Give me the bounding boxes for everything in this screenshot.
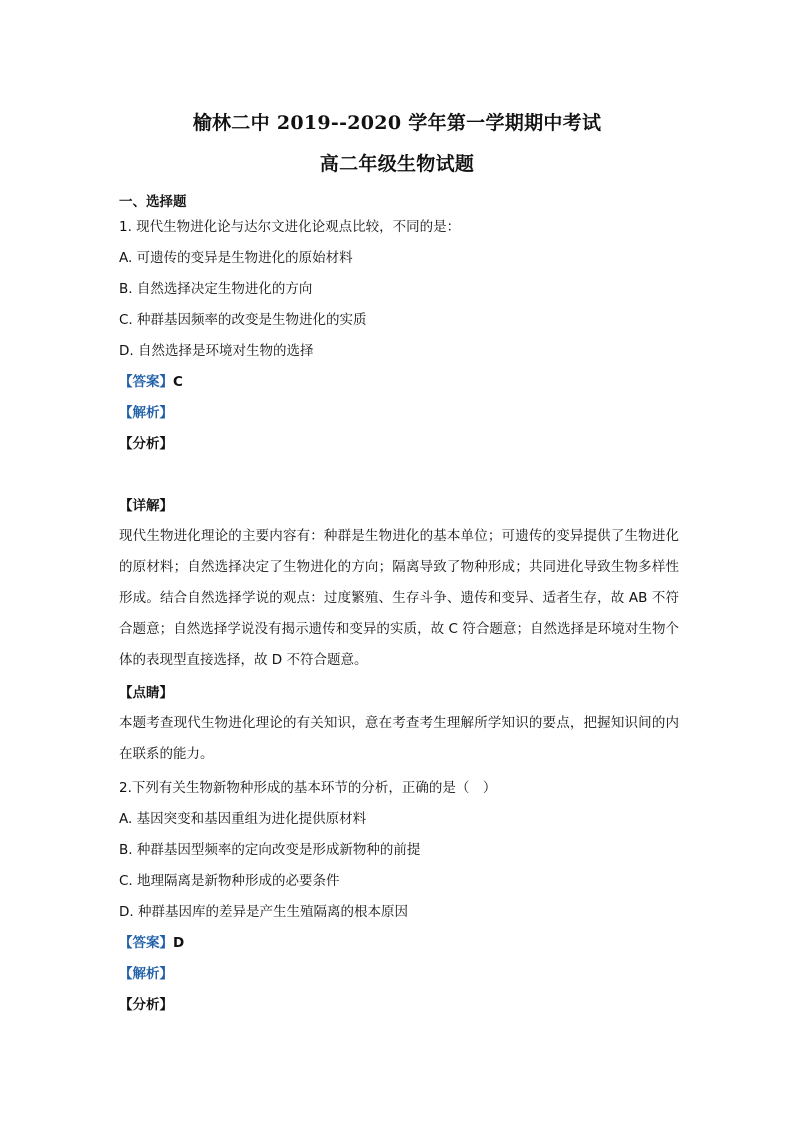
question-2-fenxi-label: [119, 996, 173, 1014]
question-1-option-a: A. 可遗传的变异是生物进化的原始材料: [119, 250, 353, 266]
question-1-answer: [119, 373, 183, 391]
question-1-option-b: B. 自然选择决定生物进化的方向: [119, 281, 313, 297]
question-2-option-a: A. 基因突变和基因重组为进化提供原材料: [119, 811, 367, 827]
comment-label: 【点睛】: [119, 685, 173, 701]
question-1-stem: 1. 现代生物进化论与达尔文进化论观点比较，不同的是：: [119, 219, 461, 235]
question-2-answer: [119, 934, 184, 952]
question-2-option-d: D. 种群基因库的差异是产生生殖隔离的根本原因: [119, 904, 408, 920]
answer-label: 【答案】: [119, 935, 173, 951]
detail-label: 【详解】: [119, 498, 173, 514]
answer-value: D: [173, 935, 185, 951]
question-2-option-b: B. 种群基因型频率的定向改变是形成新物种的前提: [119, 842, 421, 858]
question-1-comment-label: [119, 684, 173, 702]
question-1-analysis-label: [119, 404, 173, 422]
question-1-comment-text: 本题考查现代生物进化理论的有关知识，意在考查考生理解所学知识的要点，把握知识间的内在联系的能力。: [119, 715, 679, 762]
question-1-detail-text: 现代生物进化理论的主要内容有：种群是生物进化的基本单位；可遗传的变异提供了生物进化的原材料；自然选择决定了生物进化的方向；隔离导致了物种形成；共同进化导致生物多样性形成。结合自然选择学说的观点：过度繁殖、生存斗争、遗传和变异、适者生存，故 AB 不符合题意；自然选择学说没有揭示遗传和变异的实质，故 C 符合题意；自然选择是环境对生物个体的表现型直接选择，故 D 不符合题意。: [119, 528, 679, 668]
answer-value: C: [173, 374, 183, 390]
question-2-option-c: C. 地理隔离是新物种形成的必要条件: [119, 873, 340, 889]
exam-subtitle: 高二年级生物试题: [319, 153, 475, 175]
answer-label: 【答案】: [119, 374, 173, 390]
analysis-label: 【解析】: [119, 405, 173, 421]
fenxi-label: 【分析】: [119, 436, 173, 452]
question-2-analysis-label: [119, 965, 173, 983]
question-1-option-c: C. 种群基因频率的改变是生物进化的实质: [119, 312, 367, 328]
section-heading: 一、选择题: [119, 194, 187, 210]
question-1-option-d: D. 自然选择是环境对生物的选择: [119, 343, 314, 359]
question-1-detail-label: [119, 497, 173, 515]
analysis-label: 【解析】: [119, 966, 173, 982]
fenxi-label: 【分析】: [119, 997, 173, 1013]
question-1-fenxi-label: [119, 435, 173, 453]
exam-title: 榆林二中 2019--2020 学年第一学期期中考试: [192, 112, 602, 134]
question-2-stem: 2.下列有关生物新物种形成的基本环节的分析，正确的是（ ）: [119, 780, 497, 796]
